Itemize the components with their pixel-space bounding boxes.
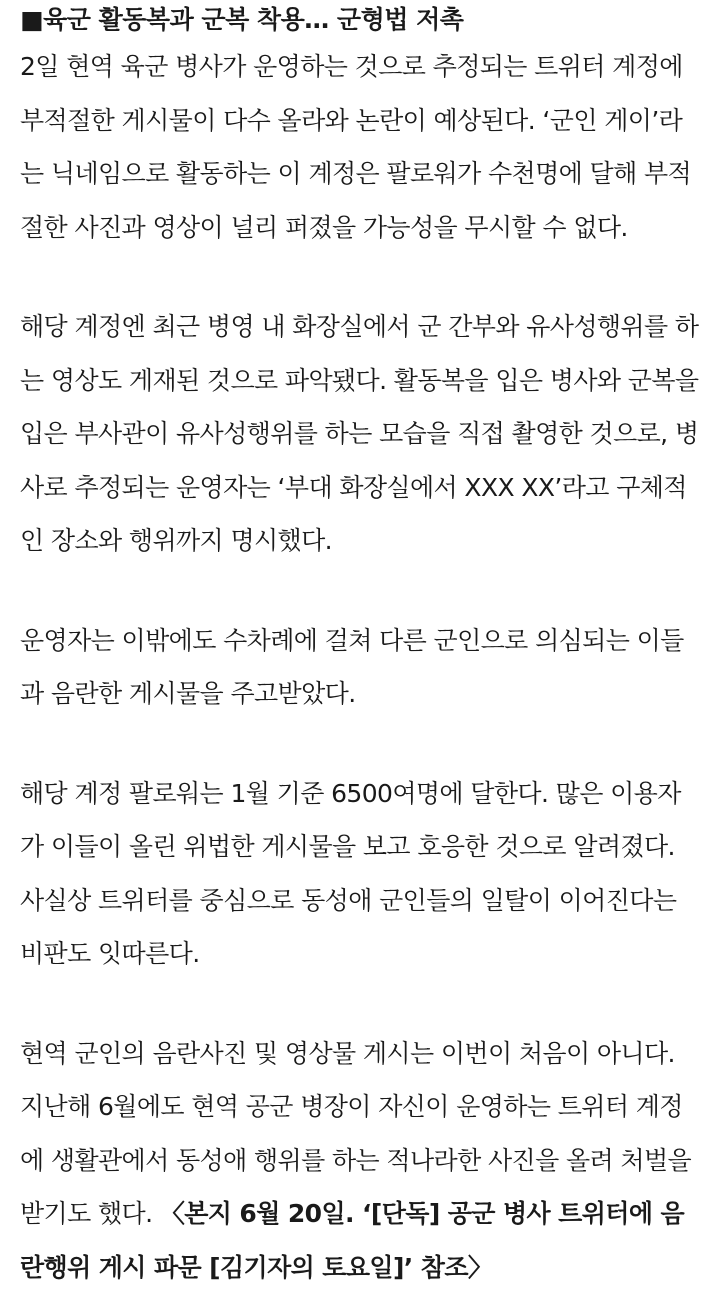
paragraph-gap <box>20 721 704 767</box>
paragraph-2: 해당 계정엔 최근 병영 내 화장실에서 군 간부와 유사성행위를 하는 영상도 게재된 것으로 파악됐다. 활동복을 입은 병사와 군복을 입은 부사관이 유사성행위를 하는 모습을 직접 촬영한 것으로, 병사로 추정되는 운영자는 ‘부대 화장실에서 XXX XX’라고 구체적인 장소와 행위까지 명시했다. <box>20 300 704 568</box>
paragraph-1: 2일 현역 육군 병사가 운영하는 것으로 추정되는 트위터 계정에 부적절한 게시물이 다수 올라와 논란이 예상된다. ‘군인 게이’라는 닉네임으로 활동하는 이 계정은 팔로워가 수천명에 달해 부적절한 사진과 영상이 널리 퍼졌을 가능성을 무시할 수 없다. <box>20 40 704 254</box>
article-body <box>20 0 704 1294</box>
paragraph-5 <box>20 1027 704 1294</box>
paragraph-gap <box>20 254 704 300</box>
paragraph-gap <box>20 981 704 1027</box>
paragraph-4: 해당 계정 팔로워는 1월 기준 6500여명에 달한다. 많은 이용자가 이들이 올린 위법한 게시물을 보고 호응한 것으로 알려졌다. 사실상 트위터를 중심으로 동성애 군인들의 일탈이 이어진다는 비판도 잇따른다. <box>20 767 704 981</box>
section-heading: ■육군 활동복과 군복 착용… 군형법 저촉 <box>20 0 704 40</box>
paragraph-gap <box>20 568 704 614</box>
paragraph-5-text: 현역 군인의 음란사진 및 영상물 게시는 이번이 처음이 아니다. 지난해 6월에도 현역 공군 병장이 자신이 운영하는 트위터 계정에 생활관에서 동성애 행위를 하는 적나라한 사진을 올려 처벌을 받기도 했다. <box>20 1039 691 1229</box>
related-article-reference: 〈본지 6월 20일. ‘[단독] 공군 병사 트위터에 음란행위 게시 파문 [김기자의 토요일]’ 참조〉 <box>20 1199 684 1282</box>
paragraph-3: 운영자는 이밖에도 수차례에 걸쳐 다른 군인으로 의심되는 이들과 음란한 게시물을 주고받았다. <box>20 614 704 721</box>
